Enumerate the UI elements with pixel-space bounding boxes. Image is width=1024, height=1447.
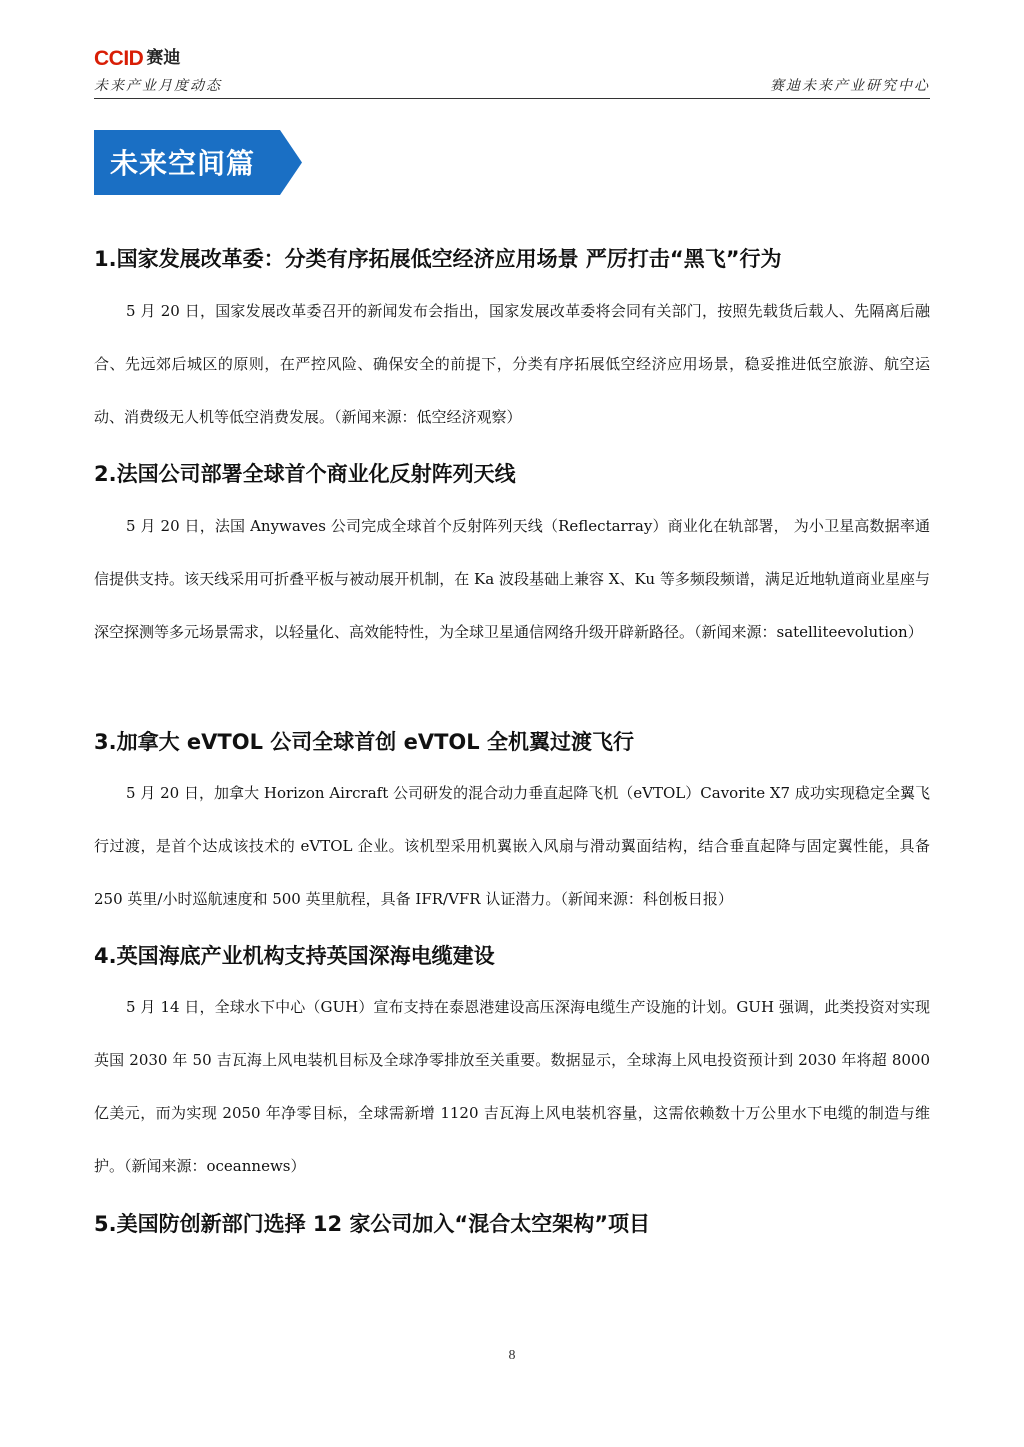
article-heading-5: 5.美国防创新部门选择 12 家公司加入“混合太空架构”项目 [94, 1212, 651, 1236]
logo-chinese-name: 赛迪 [146, 48, 181, 68]
header-right-title: 赛迪未来产业研究中心 [770, 78, 930, 94]
article-body-1: 5 月 20 日，国家发展改革委召开的新闻发布会指出，国家发展改革委将会同有关部门，按照先载货后载人、先隔离后融合、先远郊后城区的原则，在严控风险、确保安全的前提下，分类有序拓展低空经济应用场景，稳妥推进低空旅游、航空运动、消费级无人机等低空消费发展。（新闻来源：低空经济观察） [94, 302, 930, 426]
section-title: 未来空间篇 [110, 147, 256, 180]
ccid-logo [94, 48, 180, 69]
header-divider [94, 98, 930, 99]
article-body-3: 5 月 20 日，加拿大 Horizon Aircraft 公司研发的混合动力垂直起降飞机（eVTOL）Cavorite X7 成功实现稳定全翼飞行过渡，是首个达成该技术的 eVTOL 企业。该机型采用机翼嵌入风扇与滑动翼面结构，结合垂直起降与固定翼性能，具备 250 英里/小时巡航速度和 500 英里航程，具备 IFR/VFR 认证潜力。（新闻来源：科创板日报） [94, 784, 930, 908]
logo-mark: CCID [94, 47, 144, 70]
article-heading-2: 2.法国公司部署全球首个商业化反射阵列天线 [94, 462, 516, 486]
section-banner [94, 130, 302, 195]
article-body-2: 5 月 20 日，法国 Anywaves 公司完成全球首个反射阵列天线（Reflectarray）商业化在轨部署， 为小卫星高数据率通信提供支持。该天线采用可折叠平板与被动展开机制，在 Ka 波段基础上兼容 X、Ku 等多频段频谱，满足近地轨道商业星座与深空探测等多元场景需求，以轻量化、高效能特性，为全球卫星通信网络升级开辟新路径。（新闻来源：satelliteevolution） [94, 517, 930, 641]
header-left-title: 未来产业月度动态 [94, 78, 222, 94]
article-heading-4: 4.英国海底产业机构支持英国深海电缆建设 [94, 944, 495, 968]
article-body-4: 5 月 14 日，全球水下中心（GUH）宣布支持在泰恩港建设高压深海电缆生产设施的计划。GUH 强调，此类投资对实现英国 2030 年 50 吉瓦海上风电装机目标及全球净零排放至关重要。数据显示，全球海上风电投资预计到 2030 年将超 8000 亿美元，而为实现 2050 年净零目标，全球需新增 1120 吉瓦海上风电装机容量，这需依赖数十万公里水下电缆的制造与维护。（新闻来源：oceannews） [94, 998, 930, 1175]
article-heading-1: 1.国家发展改革委：分类有序拓展低空经济应用场景 严厉打击“黑飞”行为 [94, 247, 782, 271]
page-number: 8 [508, 1348, 516, 1363]
article-heading-3: 3.加拿大 eVTOL 公司全球首创 eVTOL 全机翼过渡飞行 [94, 730, 634, 754]
